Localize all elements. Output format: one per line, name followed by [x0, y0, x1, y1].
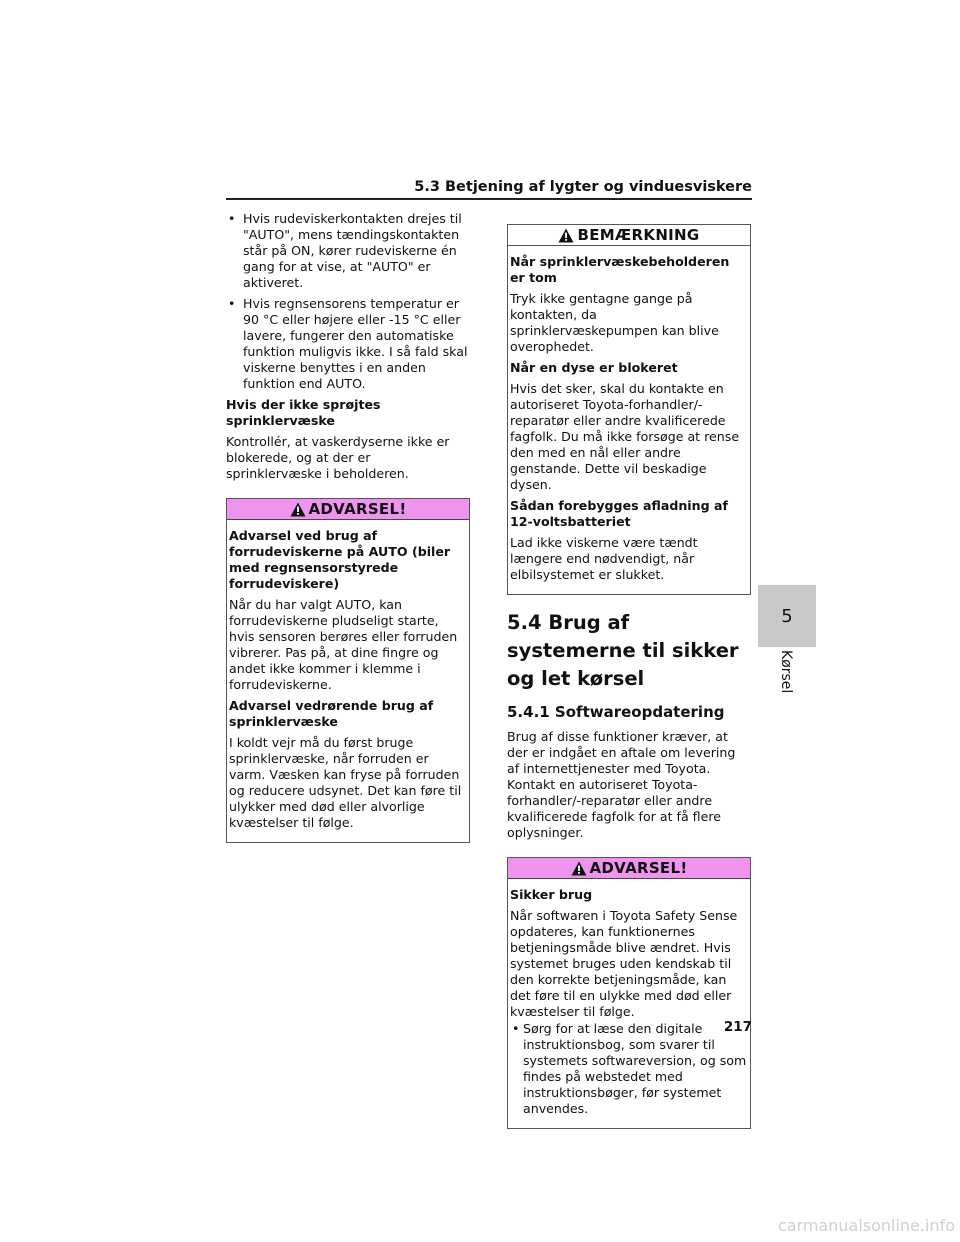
warning-text-1: Når softwaren i Toyota Safety Sense opdateres, kan funktionernes betjeningsmåde blive ændret. Hvis systemet bruges uden kendskab til den korrekte betjeningsmåde, kan det føre til en ulykke med død eller kvæstelser til følge.: [510, 908, 738, 1019]
info-bullets: [226, 211, 470, 392]
warning-box-header: [508, 858, 750, 879]
warning-box-header: [227, 499, 469, 520]
note-text-3: Lad ikke viskerne være tændt længere end nødvendigt, når elbilsystemet er slukket.: [510, 535, 698, 582]
chapter-tab-label: Kørsel: [778, 650, 794, 694]
warning-heading-1: Sikker brug: [510, 887, 593, 902]
warning-box-title: ADVARSEL!: [308, 500, 407, 518]
note-box-body: [508, 246, 750, 594]
bullet-item: • Sørg for at læse den digitale instruktionsbog, som svarer til systemets softwareversion, og som findes på webstedet med instruktionsbøger, før systemet anvendes.: [510, 1021, 748, 1117]
header-rule: [226, 198, 752, 200]
subsection-text: Brug af disse funktioner kræver, at der er indgået en aftale om levering af internettjenester med Toyota. Kontakt en autoriseret Toyota-forhandler/-reparatør eller andre kvalificerede fagfolk for at få flere oplysninger.: [507, 729, 736, 840]
right-column: [507, 224, 751, 1129]
left-column: [226, 211, 470, 843]
note-heading-2: Når en dyse er blokeret: [510, 360, 678, 375]
note-heading-1: Når sprinklervæskebeholderen er tom: [510, 254, 730, 285]
watermark: carmanualsonline.info: [777, 1216, 955, 1235]
warning-triangle-icon: [571, 861, 587, 876]
warning-box-body: [227, 520, 469, 842]
note-text-1: Tryk ikke gentagne gange på kontakten, da sprinklervæskepumpen kan blive overophedet.: [510, 291, 719, 354]
note-heading-3: Sådan forebygges afladning af 12-voltsbatteriet: [510, 498, 728, 529]
no-spray-text: Kontrollér, at vaskerdyserne ikke er blokerede, og at der er sprinklervæske i beholderen.: [226, 434, 450, 481]
note-box-title: BEMÆRKNING: [577, 226, 700, 244]
chapter-header: 5.3 Betjening af lygter og vinduesviskere: [414, 179, 752, 195]
warning-heading-1: Advarsel ved brug af forrudeviskerne på AUTO (biler med regnsensorstyrede forrudeviskere): [229, 528, 451, 591]
chapter-tab: 5: [758, 585, 816, 647]
warning-triangle-icon: [558, 228, 574, 243]
warning-box: [226, 498, 470, 843]
no-spray-heading: Hvis der ikke sprøjtes sprinklervæske: [226, 397, 381, 428]
warning-box: [507, 857, 751, 1129]
warning-bullets: [510, 1021, 748, 1117]
page-number: 217: [723, 1019, 752, 1035]
warning-text-1: Når du har valgt AUTO, kan forrudeviskerne pludseligt starte, hvis sensoren berøres eller forruden vibrerer. Pas på, at dine fingre og andet ikke kommer i klemme i forrudeviskerne.: [229, 597, 458, 692]
note-text-2: Hvis det sker, skal du kontakte en autoriseret Toyota-forhandler/-reparatør eller andre kvalificerede fagfolk. Du må ikke forsøge at rense den med en nål eller andre genstande. Dette vil beskadige dysen.: [510, 381, 740, 492]
warning-heading-2: Advarsel vedrørende brug af sprinklervæske: [229, 698, 434, 729]
warning-text-2: I koldt vejr må du først bruge sprinklervæske, når forruden er varm. Væsken kan fryse på forruden og reducere udsynet. Det kan føre til ulykker med død eller alvorlige kvæstelser til følge.: [229, 735, 462, 830]
warning-box-title: ADVARSEL!: [589, 859, 688, 877]
section-title: 5.4 Brug af systemerne til sikker og let kørsel: [507, 611, 739, 690]
warning-box-body: [508, 879, 750, 1128]
bullet-item: • Hvis rudeviskerkontakten drejes til "AUTO", mens tændingskontakten står på ON, kører rudeviskerne én gang for at vise, at "AUTO" er aktiveret.: [226, 211, 470, 291]
bullet-item: • Hvis regnsensorens temperatur er 90 °C eller højere eller -15 °C eller lavere, fungerer den automatiske funktion muligvis ikke. I så fald skal viskerne benyttes i en anden funktion end AUTO.: [226, 296, 470, 392]
note-box: [507, 224, 751, 595]
warning-triangle-icon: [290, 502, 306, 517]
subsection-title: 5.4.1 Softwareopdatering: [507, 703, 725, 721]
note-box-header: [508, 225, 750, 246]
